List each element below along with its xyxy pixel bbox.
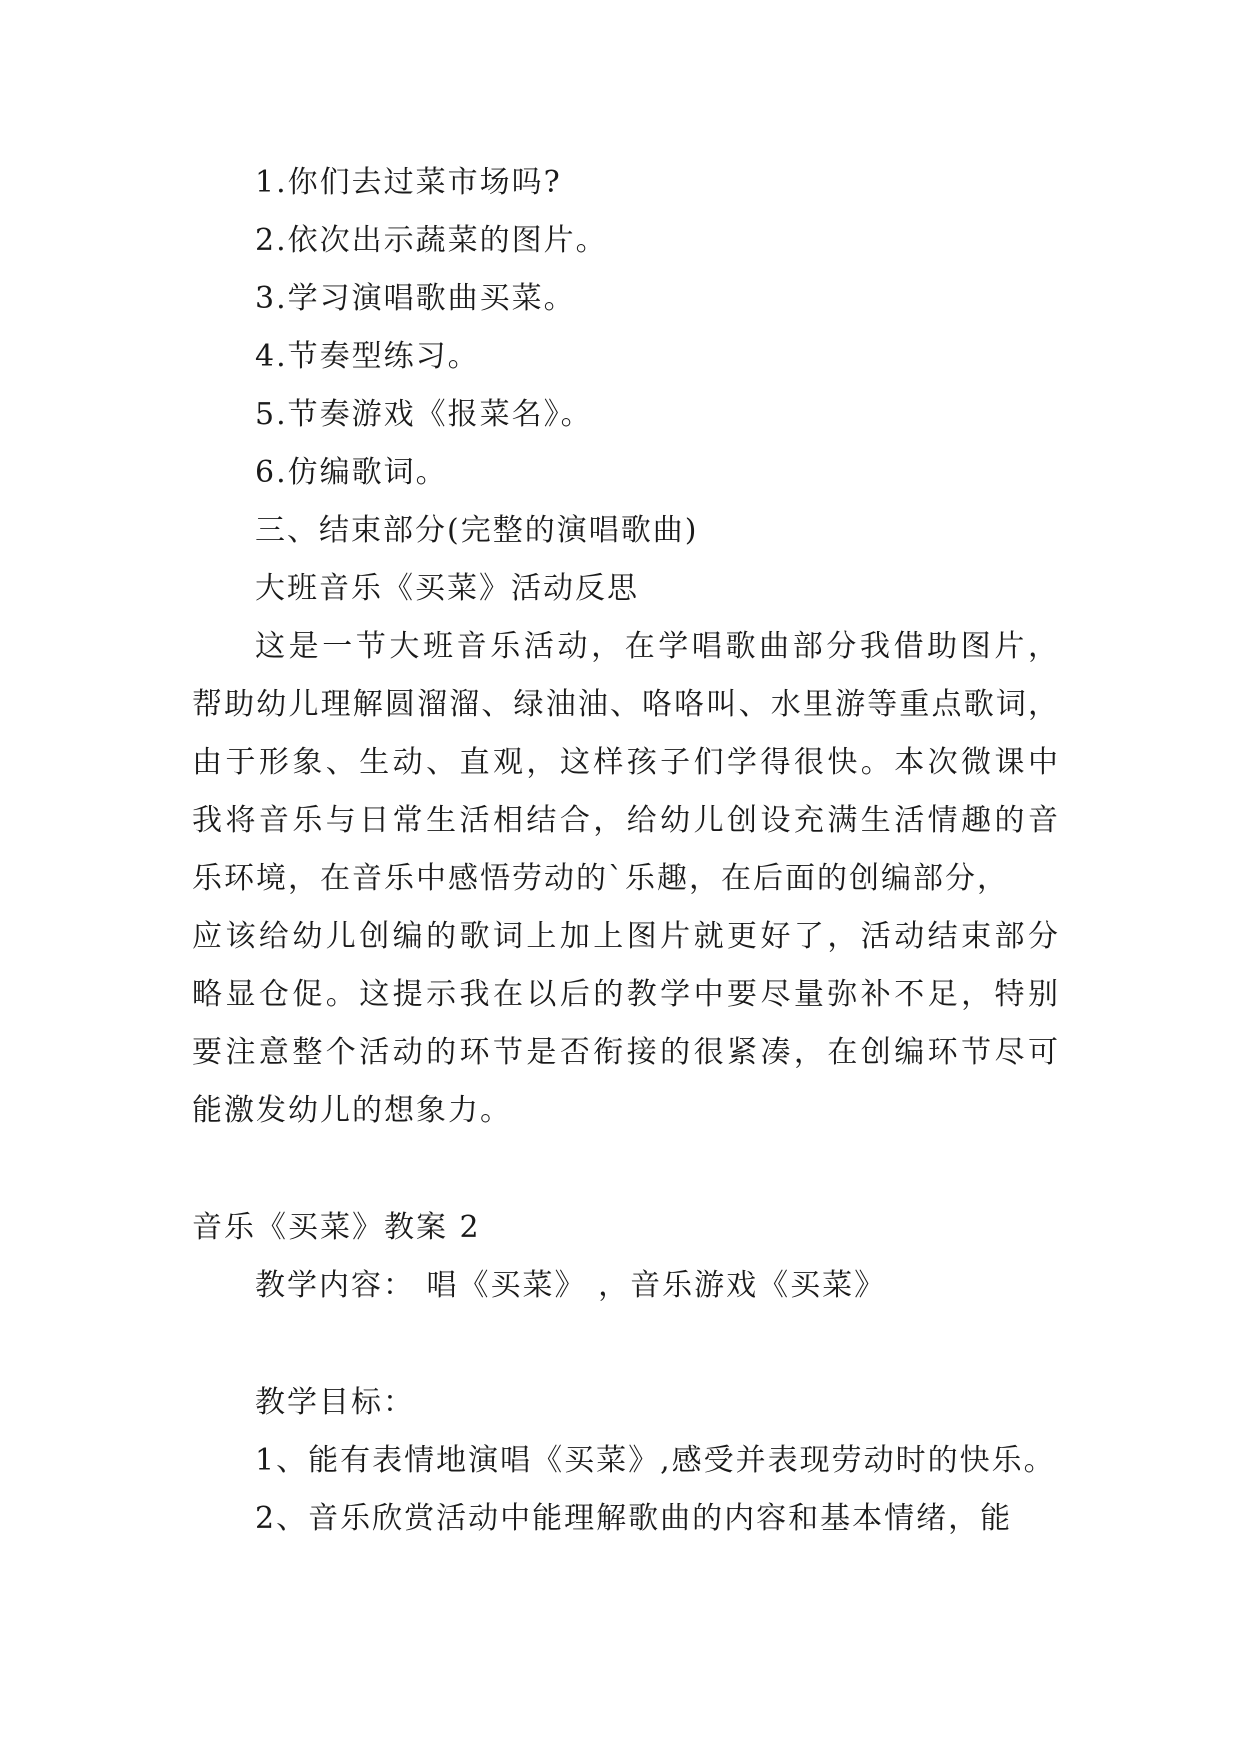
section-end-heading: 三、结束部分(完整的演唱歌曲) — [255, 513, 699, 548]
step-2: 2.依次出示蔬菜的图片。 — [255, 223, 608, 258]
reflection-line-2: 帮助幼儿理解圆溜溜、绿油油、咯咯叫、水里游等重点歌词， — [192, 687, 1060, 722]
step-3: 3.学习演唱歌曲买菜。 — [255, 281, 576, 316]
reflection-line-7: 略显仓促。这提示我在以后的教学中要尽量弥补不足，特别 — [192, 977, 1060, 1012]
reflection-line-6: 应该给幼儿创编的歌词上加上图片就更好了，活动结束部分 — [192, 919, 1060, 954]
teaching-content: 教学内容： 唱《买菜》 ，音乐游戏《买菜》 — [255, 1268, 887, 1303]
reflection-line-9: 能激发幼儿的想象力。 — [192, 1093, 512, 1128]
reflection-line-3: 由于形象、生动、直观，这样孩子们学得很快。本次微课中 — [192, 745, 1060, 780]
reflection-line-1: 这是一节大班音乐活动，在学唱歌曲部分我借助图片， — [255, 629, 1060, 664]
step-6: 6.仿编歌词。 — [255, 455, 448, 490]
reflection-title: 大班音乐《买菜》活动反思 — [255, 571, 639, 606]
step-5: 5.节奏游戏《报菜名》。 — [255, 397, 593, 432]
reflection-line-8: 要注意整个活动的环节是否衔接的很紧凑，在创编环节尽可 — [192, 1035, 1060, 1070]
reflection-line-4: 我将音乐与日常生活相结合，给幼儿创设充满生活情趣的音 — [192, 803, 1060, 838]
step-4: 4.节奏型练习。 — [255, 339, 480, 374]
goal-1: 1、能有表情地演唱《买菜》,感受并表现劳动时的快乐。 — [255, 1443, 1056, 1478]
plan2-title: 音乐《买菜》教案 2 — [192, 1210, 481, 1245]
reflection-line-5: 乐环境，在音乐中感悟劳动的`乐趣，在后面的创编部分， — [192, 861, 1009, 896]
goal-2: 2、音乐欣赏活动中能理解歌曲的内容和基本情绪，能 — [255, 1501, 1013, 1536]
teaching-goals-heading: 教学目标： — [255, 1385, 415, 1420]
step-1: 1.你们去过菜市场吗? — [255, 165, 562, 200]
